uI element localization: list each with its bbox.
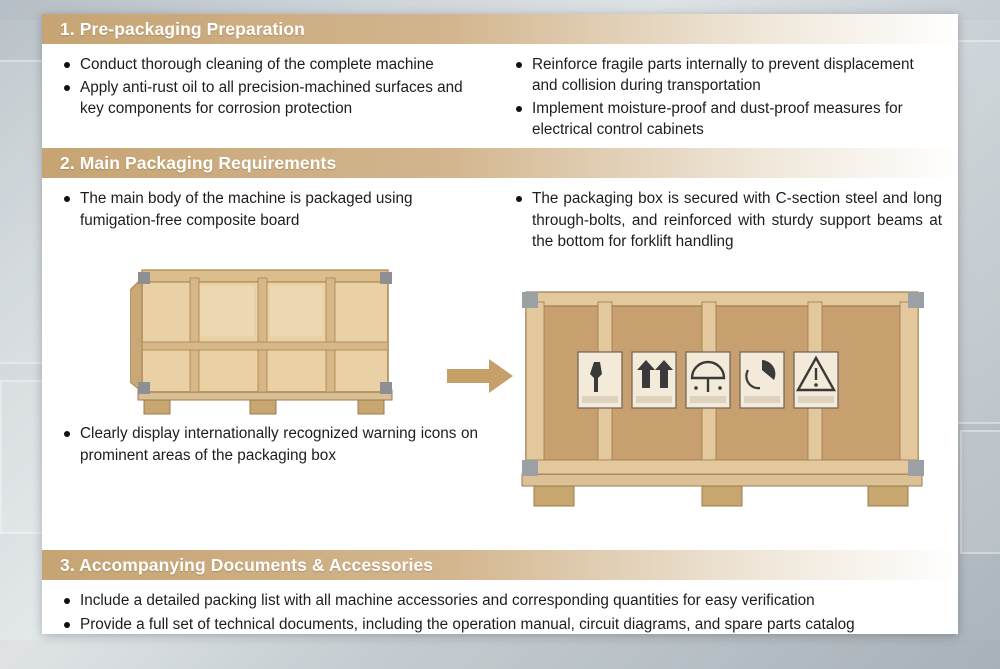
- section-2-right-list: [510, 188, 942, 251]
- section-1-left-list: [58, 54, 486, 119]
- list-item: The main body of the machine is packaged using fumigation-free composite board: [58, 188, 486, 230]
- list-item: Provide a full set of technical documents, including the operation manual, circuit diagrams, and spare parts catalog: [58, 614, 942, 635]
- list-item: Conduct thorough cleaning of the complete machine: [58, 54, 486, 75]
- section-2-body: [42, 178, 958, 550]
- section-1-title: 1. Pre-packaging Preparation: [60, 18, 305, 39]
- list-item: Implement moisture-proof and dust-proof measures for electrical control cabinets: [510, 98, 942, 140]
- section-2-note-list: [58, 423, 478, 465]
- list-item: The packaging box is secured with C-section steel and long through-bolts, and reinforced with sturdy support beams at the bottom for forklift handling: [510, 188, 942, 251]
- section-2-right-column: [500, 188, 942, 253]
- warning-icon-keep-dry: [686, 352, 730, 408]
- warning-icon-no-hand-hooks: [740, 352, 784, 408]
- warning-icon-this-side-up: [632, 352, 676, 408]
- section-1-right-list: [510, 54, 942, 140]
- section-1-right-column: [500, 54, 942, 142]
- bg-shape-right-2: [960, 430, 1000, 554]
- list-item: Apply anti-rust oil to all precision-machined surfaces and key components for corrosion protection: [58, 77, 486, 119]
- list-item: Include a detailed packing list with all machine accessories and corresponding quantities for easy verification: [58, 590, 942, 611]
- section-3-title: 3. Accompanying Documents & Accessories: [60, 554, 434, 575]
- wooden-crate-with-warning-labels-image: [512, 278, 932, 518]
- section-3-list: [58, 590, 942, 634]
- wooden-crate-plain-image: [130, 250, 400, 425]
- list-item: Reinforce fragile parts internally to prevent displacement and collision during transportation: [510, 54, 942, 96]
- section-1-header: [42, 14, 958, 44]
- section-2-note: [58, 423, 478, 467]
- section-2-left-list: [58, 188, 486, 230]
- section-1-left-column: [58, 54, 500, 142]
- section-3-header: [42, 550, 958, 580]
- section-2-top-row: [42, 178, 958, 253]
- section-1-body: [42, 44, 958, 148]
- section-3-body: [42, 580, 958, 646]
- section-2-left-column: [58, 188, 500, 253]
- warning-icon-handle-with-care: [794, 352, 838, 408]
- list-item: Clearly display internationally recognized warning icons on prominent areas of the packaging box: [58, 423, 478, 465]
- warning-icon-fragile: [578, 352, 622, 408]
- content-card: [42, 14, 958, 634]
- section-2-header: [42, 148, 958, 178]
- section-2-title: 2. Main Packaging Requirements: [60, 152, 337, 173]
- process-arrow-icon: [447, 356, 515, 396]
